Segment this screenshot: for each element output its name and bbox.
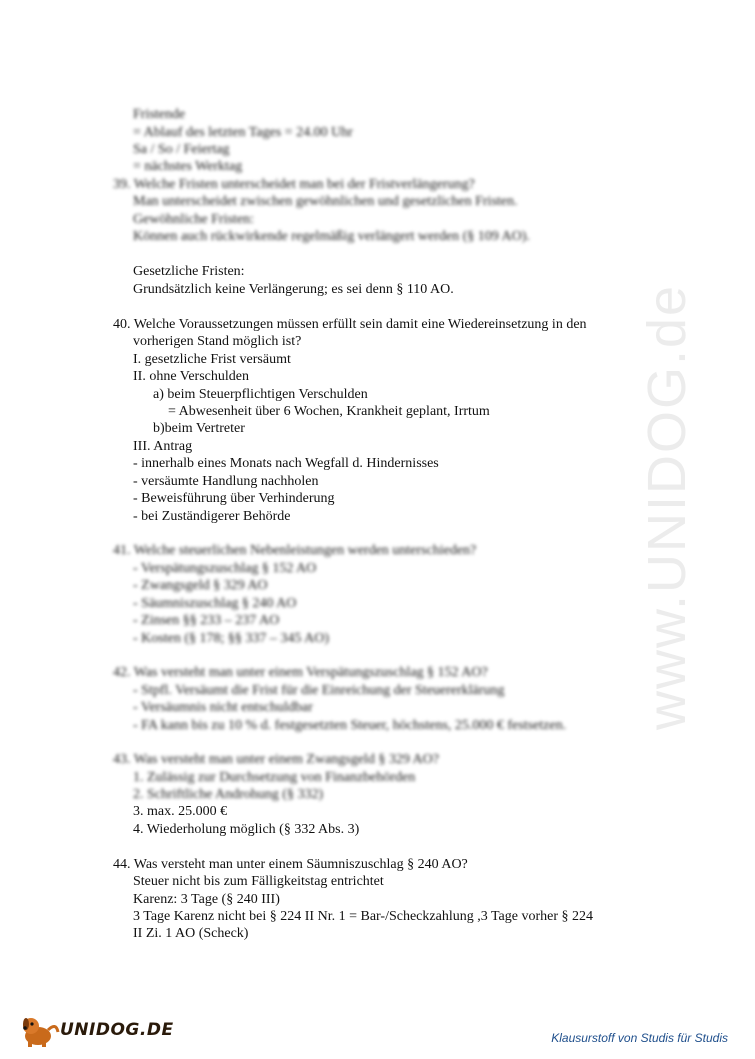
blurred-line: - Stpfl. Versäumt die Frist für die Einreichung der Steuererklärung bbox=[133, 683, 505, 698]
blurred-line: 1. Zulässig zur Durchsetzung von Finanzbehörden bbox=[133, 770, 416, 785]
logo-text: UNIDOG.DE bbox=[60, 1020, 174, 1040]
blurred-line: 39. Welche Fristen unterscheidet man bei der Fristverlängerung? bbox=[113, 177, 475, 192]
blurred-line: 2. Schriftliche Androhung (§ 332) bbox=[133, 787, 324, 802]
blurred-line: Können auch rückwirkende regelmäßig verlängert werden (§ 109 AO). bbox=[133, 229, 530, 244]
blurred-line: Fristende bbox=[133, 107, 186, 122]
blurred-line: - Versäumnis nicht entschuldbar bbox=[133, 700, 313, 715]
blurred-line: Man unterscheidet zwischen gewöhnlichen und gesetzlichen Fristen. bbox=[133, 194, 518, 209]
blurred-line: = Ablauf des letzten Tages = 24.00 Uhr bbox=[133, 125, 353, 140]
blurred-line: - Säumniszuschlag § 240 AO bbox=[133, 596, 297, 611]
dog-icon bbox=[20, 1014, 60, 1048]
q40-item: III. Antrag bbox=[133, 439, 193, 454]
q43-item: 4. Wiederholung möglich (§ 332 Abs. 3) bbox=[133, 822, 360, 837]
q43-item: 3. max. 25.000 € bbox=[133, 804, 228, 819]
blurred-line: - FA kann bis zu 10 % d. festgesetzten Steuer, höchstens, 25.000 € festsetzen. bbox=[133, 718, 567, 733]
statutory-heading: Gesetzliche Fristen: bbox=[133, 264, 245, 279]
blurred-line: - Kosten (§ 178; §§ 337 – 345 AO) bbox=[133, 631, 329, 646]
blurred-line: Gewöhnliche Fristen: bbox=[133, 212, 254, 227]
blurred-line: 43. Was versteht man unter einem Zwangsgeld § 329 AO? bbox=[113, 752, 439, 767]
statutory-text: Grundsätzlich keine Verlängerung; es sei denn § 110 AO. bbox=[133, 282, 454, 297]
question-44-title: 44. Was versteht man unter einem Säumniszuschlag § 240 AO? bbox=[113, 857, 468, 872]
q40-item: - innerhalb eines Monats nach Wegfall d. Hindernisses bbox=[133, 456, 439, 471]
watermark bbox=[637, 270, 755, 740]
question-40-title-cont: vorherigen Stand möglich ist? bbox=[133, 334, 302, 349]
watermark-text: www.UNIDOG.de bbox=[637, 283, 697, 730]
q40-item: II. ohne Verschulden bbox=[133, 369, 249, 384]
blurred-line: = nächstes Werktag bbox=[133, 159, 243, 174]
unidog-logo bbox=[20, 1014, 174, 1048]
q44-item: II Zi. 1 AO (Scheck) bbox=[133, 926, 249, 941]
footer-tagline: Klausurstoff von Studis für Studis bbox=[551, 1031, 728, 1045]
q44-item: Steuer nicht bis zum Fälligkeitstag entrichtet bbox=[133, 874, 384, 889]
blurred-line: 41. Welche steuerlichen Nebenleistungen werden unterschieden? bbox=[113, 543, 477, 558]
q40-item: b)beim Vertreter bbox=[153, 421, 245, 436]
q44-item: 3 Tage Karenz nicht bei § 224 II Nr. 1 = Bar-/Scheckzahlung ,3 Tage vorher § 224 bbox=[133, 909, 593, 924]
q40-item: a) beim Steuerpflichtigen Verschulden bbox=[153, 387, 368, 402]
q44-item: Karenz: 3 Tage (§ 240 III) bbox=[133, 892, 280, 907]
q40-item: - versäumte Handlung nachholen bbox=[133, 474, 319, 489]
q40-item: I. gesetzliche Frist versäumt bbox=[133, 352, 291, 367]
q40-item: = Abwesenheit über 6 Wochen, Krankheit geplant, Irrtum bbox=[168, 404, 490, 419]
q40-item: - bei Zuständigerer Behörde bbox=[133, 509, 291, 524]
blurred-line: Sa / So / Feiertag bbox=[133, 142, 230, 157]
blurred-line: - Verspätungszuschlag § 152 AO bbox=[133, 561, 317, 576]
blurred-line: - Zinsen §§ 233 – 237 AO bbox=[133, 613, 280, 628]
question-40-title: 40. Welche Voraussetzungen müssen erfüllt sein damit eine Wiedereinsetzung in den bbox=[113, 317, 587, 332]
blurred-line: 42. Was versteht man unter einem Verspätungszuschlag § 152 AO? bbox=[113, 665, 488, 680]
blurred-line: - Zwangsgeld § 329 AO bbox=[133, 578, 268, 593]
q40-item: - Beweisführung über Verhinderung bbox=[133, 491, 335, 506]
